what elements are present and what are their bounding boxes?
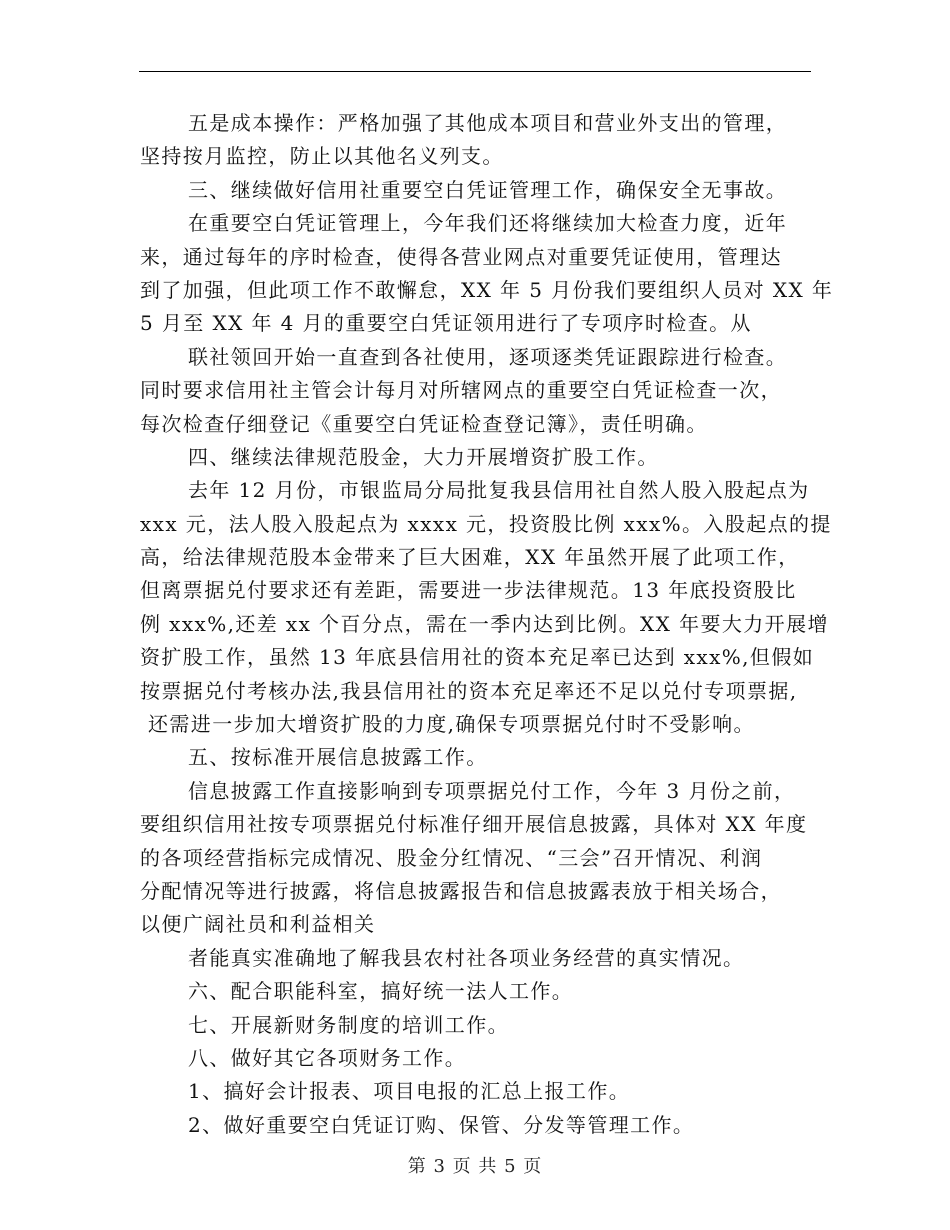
text-line: 资扩股工作，虽然 13 年底县信用社的资本充足率已达到 xxx%,但假如 <box>140 645 815 670</box>
text-line: 分配情况等进行披露，将信息披露报告和信息披露表放于相关场合， <box>140 878 782 903</box>
text-line: 五、按标准开展信息披露工作。 <box>188 745 488 770</box>
text-line: 5 月至 XX 年 4 月的重要空白凭证领用进行了专项序时检查。从 <box>140 311 752 336</box>
text-line: 六、配合职能科室，搞好统一法人工作。 <box>188 979 574 1004</box>
text-line: 七、开展新财务制度的培训工作。 <box>188 1012 509 1037</box>
text-line: 每次检查仔细登记《重要空白凭证检查登记簿》，责任明确。 <box>140 411 708 436</box>
text-line: 者能真实准确地了解我县农村社各项业务经营的真实情况。 <box>188 945 745 970</box>
text-line: xxx 元，法人股入股起点为 xxxx 元，投资股比例 xxx%。入股起点的提 <box>140 511 832 536</box>
text-line: 联社领回开始一直查到各社使用，逐项逐类凭证跟踪进行检查。 <box>188 344 788 369</box>
text-line: 三、继续做好信用社重要空白凭证管理工作，确保安全无事故。 <box>188 177 788 202</box>
text-line: 去年 12 月份，市银监局分局批复我县信用社自然人股入股起点为 <box>188 478 810 503</box>
text-line: 例 xxx%,还差 xx 个百分点，需在一季内达到比例。XX 年要大力开展增 <box>140 611 829 636</box>
text-line: 八、做好其它各项财务工作。 <box>188 1045 467 1070</box>
text-line: 同时要求信用社主管会计每月对所辖网点的重要空白凭证检查一次， <box>140 378 782 403</box>
text-line: 信息披露工作直接影响到专项票据兑付工作，今年 3 月份之前， <box>188 778 796 803</box>
text-line: 五是成本操作：严格加强了其他成本项目和营业外支出的管理， <box>188 111 788 135</box>
text-line: 坚持按月监控，防止以其他名义列支。 <box>140 144 504 169</box>
text-line: 1、搞好会计报表、项目电报的汇总上报工作。 <box>188 1079 631 1104</box>
text-line: 在重要空白凭证管理上，今年我们还将继续加大检查力度，近年 <box>188 211 788 236</box>
text-line: 要组织信用社按专项票据兑付标准仔细开展信息披露，具体对 XX 年度 <box>140 812 808 837</box>
text-line: 高，给法律规范股本金带来了巨大困难，XX 年虽然开展了此项工作， <box>140 545 800 570</box>
page-number: 第 3 页 共 5 页 <box>407 1156 543 1177</box>
text-line: 来，通过每年的序时检查，使得各营业网点对重要凭证使用，管理达 <box>140 244 782 269</box>
text-line: 到了加强，但此项工作不敢懈怠，XX 年 5 月份我们要组织人员对 XX 年 <box>140 277 834 302</box>
text-line: 四、继续法律规范股金，大力开展增资扩股工作。 <box>188 444 659 469</box>
text-line: 的各项经营指标完成情况、股金分红情况、“三会”召开情况、利润 <box>140 845 763 870</box>
text-line: 还需进一步加大增资扩股的力度,确保专项票据兑付时不受影响。 <box>148 712 755 737</box>
text-line: 以便广阔社员和利益相关 <box>140 912 376 937</box>
header-rule <box>139 71 811 72</box>
text-line: 但离票据兑付要求还有差距，需要进一步法律规范。13 年底投资股比 <box>140 578 797 603</box>
text-line: 按票据兑付考核办法,我县信用社的资本充足率还不足以兑付专项票据, <box>140 678 798 703</box>
document-body <box>140 107 834 1142</box>
text-line: 2、做好重要空白凭证订购、保管、分发等管理工作。 <box>188 1112 695 1137</box>
